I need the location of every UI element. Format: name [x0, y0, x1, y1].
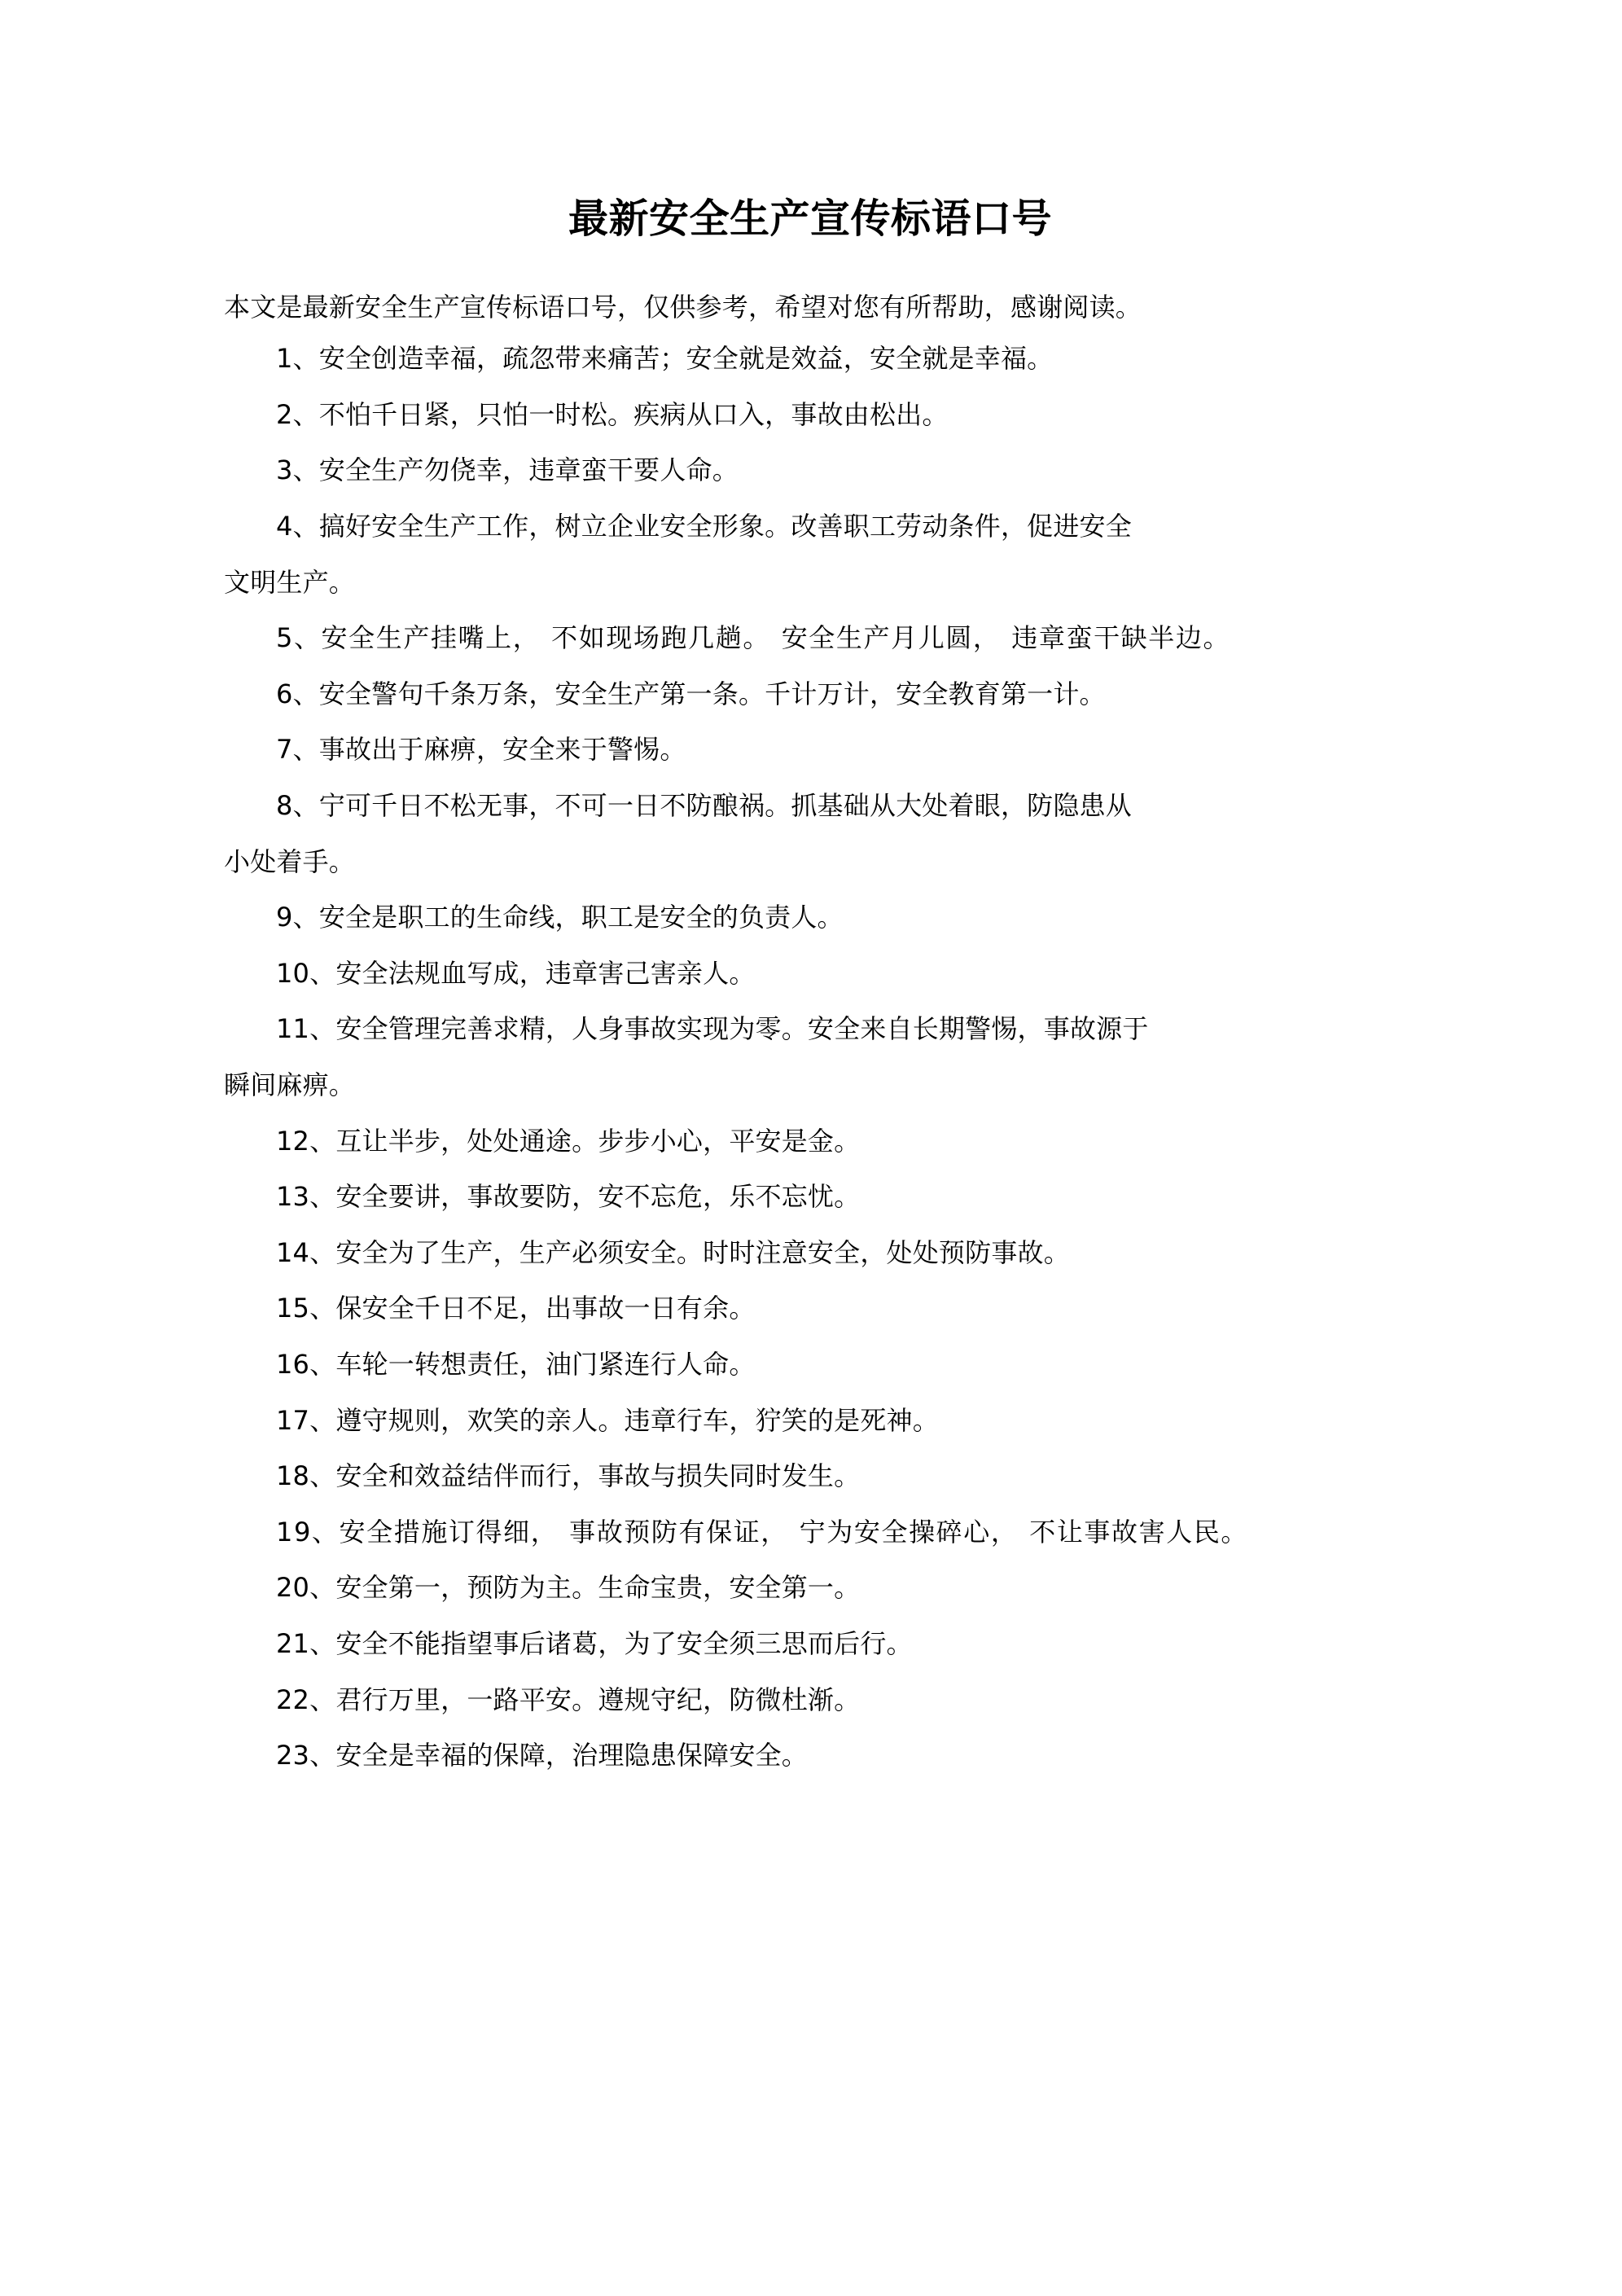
slogan-item: 8、宁可千日不松无事，不可一日不防酿祸。抓基础从大处着眼，防隐患从	[276, 790, 1132, 821]
slogan-list	[224, 320, 1396, 1772]
slogan-item: 14、安全为了生产，生产必须安全。时时注意安全，处处预防事故。	[276, 1236, 1070, 1268]
slogan-item: 20、安全第一，预防为主。生命宝贵，安全第一。	[276, 1572, 861, 1604]
slogan-item-continuation: 瞬间麻痹。	[224, 1069, 356, 1100]
slogan-item: 19、安全措施订得细， 事故预防有保证， 宁为安全操碎心， 不让事故害人民。	[276, 1516, 1249, 1547]
slogan-item: 15、保安全千日不足，出事故一日有余。	[276, 1293, 756, 1324]
slogan-item: 2、不怕千日紧，只怕一时松。疾病从口入，事故由松出。	[276, 398, 949, 430]
slogan-item: 21、安全不能指望事后诸葛，为了安全须三思而后行。	[276, 1627, 913, 1659]
slogan-item: 22、君行万里，一路平安。遵规守纪，防微杜渐。	[276, 1684, 861, 1715]
slogan-item: 4、搞好安全生产工作，树立企业安全形象。改善职工劳动条件，促进安全	[276, 511, 1132, 542]
slogan-item-continuation: 文明生产。	[224, 566, 356, 598]
slogan-item: 9、安全是职工的生命线，职工是安全的负责人。	[276, 902, 844, 933]
slogan-item: 16、车轮一转想责任，油门紧连行人命。	[276, 1348, 756, 1380]
slogan-item: 3、安全生产勿侥幸，违章蛮干要人命。	[276, 454, 739, 486]
intro-paragraph: 本文是最新安全生产宣传标语口号，仅供参考，希望对您有所帮助，感谢阅读。	[224, 292, 1142, 323]
slogan-item: 13、安全要讲，事故要防，安不忘危，乐不忘忧。	[276, 1181, 861, 1213]
page-title: 最新安全生产宣传标语口号	[568, 195, 1052, 242]
slogan-item: 5、安全生产挂嘴上， 不如现场跑几趟。 安全生产月儿圆， 违章蛮干缺半边。	[276, 622, 1231, 654]
slogan-item: 1、安全创造幸福，疏忽带来痛苦；安全就是效益，安全就是幸福。	[276, 343, 1054, 375]
slogan-item: 6、安全警句千条万条，安全生产第一条。千计万计，安全教育第一计。	[276, 678, 1106, 709]
slogan-item: 12、互让半步，处处通途。步步小心，平安是金。	[276, 1125, 861, 1157]
slogan-item-continuation: 小处着手。	[224, 845, 356, 877]
slogan-item: 18、安全和效益结伴而行，事故与损失同时发生。	[276, 1460, 861, 1492]
slogan-item: 10、安全法规血写成，违章害己害亲人。	[276, 957, 756, 989]
slogan-item: 17、遵守规则，欢笑的亲人。违章行车，狞笑的是死神。	[276, 1404, 939, 1436]
slogan-item: 23、安全是幸福的保障，治理隐患保障安全。	[276, 1740, 808, 1771]
slogan-item: 7、事故出于麻痹，安全来于警惕。	[276, 734, 686, 766]
document-body	[224, 0, 1396, 1773]
slogan-item: 11、安全管理完善求精，人身事故实现为零。安全来自长期警惕，事故源于	[276, 1013, 1149, 1045]
